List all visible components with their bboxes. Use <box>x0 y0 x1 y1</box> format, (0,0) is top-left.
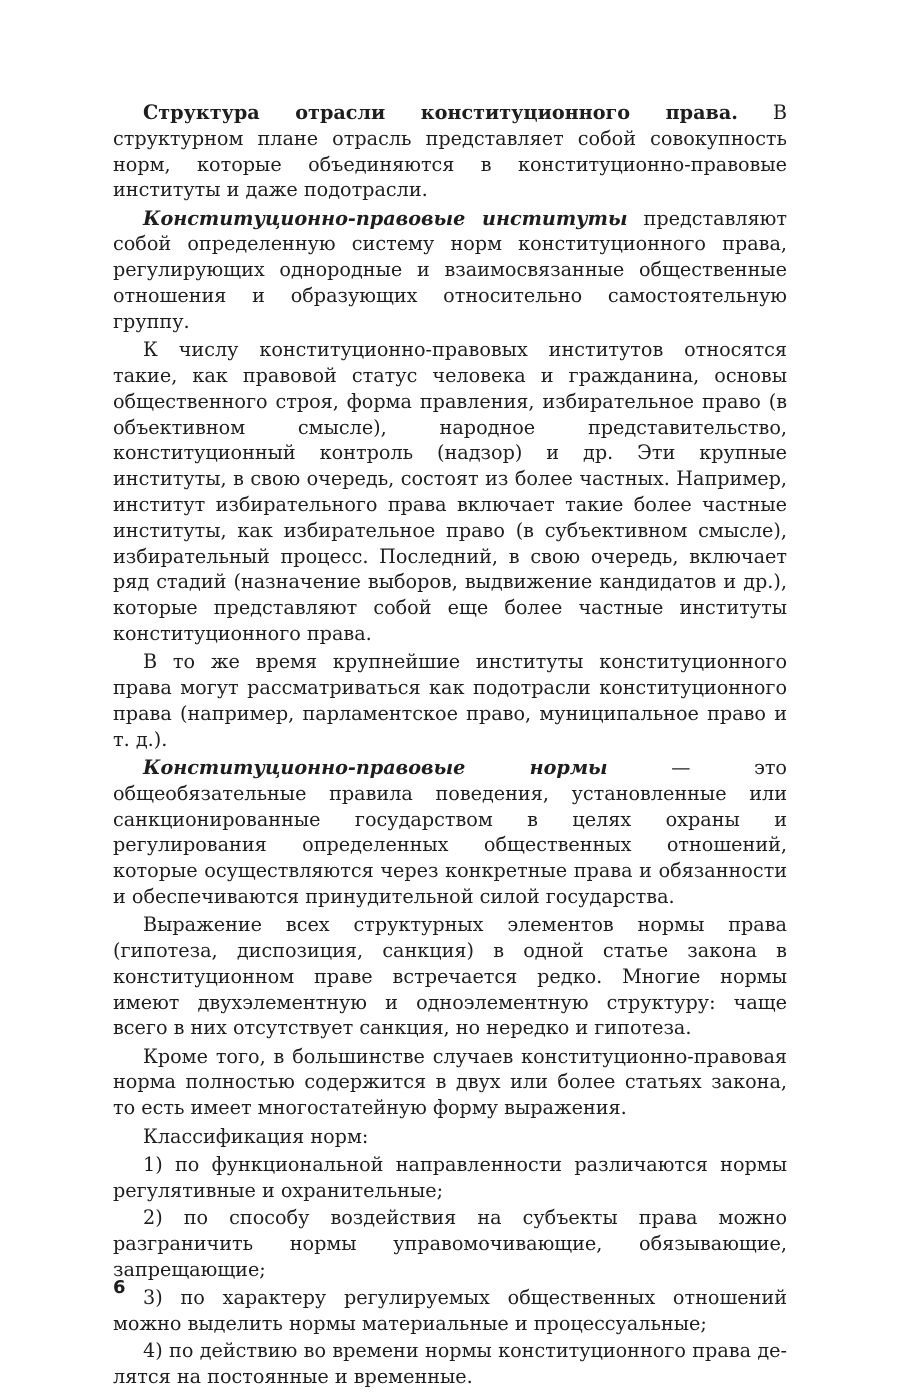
paragraph-heading: Структура отрасли конституционного права. <box>143 101 738 124</box>
paragraph-text: Выражение всех структурных элементов нормы права (гипотеза, диспозиция, санкция) в одной статье закона в конституционном праве встречается редко. Многие нормы имеют двухэлементную и одноэлементную структуру: чаще всего в них отсутствует санкция, но нередко и гипотеза. <box>113 913 787 1040</box>
paragraph-text: К числу конституционно-правовых институтов относятся такие, как правовой статус человека и гражданина, основы общественного строя, форма правления, избирательное право (в объективном смысле), народное представительство, конституционный контроль (надзор) и др. Эти крупные институты, в свою очередь, состоят из более частных. Например, институт избирательного права включает такие более частные институты, как избирательное право (в субъективном смысле), избирательный процесс. Последний, в свою очередь, включает ряд стадий (назначение выборов, выдвижение кандидатов и др.), которые представляют собой еще более частные институты конституционного права. <box>113 338 787 645</box>
paragraph-text: представляют собой определенную систему норм конституционного права, регулирующих однородные и взаимосвязанные общественные отношения и образующих относительно самостоятельную группу. <box>113 206 788 333</box>
paragraph-text: — это общеобязательные правила поведения, установленные или санкционированные государством в целях охраны и регулирования определенных общественных отношений, которые осуществляются через конкретные права и обязанности и обеспечиваются принудительной силой государства. <box>113 755 787 908</box>
paragraph-text: В то же время крупнейшие институты конституционного права могут рассматриваться как подотрасли конституционного права (например, парламентское право, муниципальное право и т. д.). <box>113 650 787 751</box>
paragraph-classification-intro <box>113 1124 787 1150</box>
term-norms: Конституционно-правовые нормы <box>143 755 608 779</box>
paragraph-multi-article <box>113 1044 787 1121</box>
classification-item: 4) по действию во времени нормы конституционного права делятся на постоянные и временные. <box>113 1339 787 1389</box>
paragraph-text: В структурном плане отрасль представляет собой совокупность норм, которые объединяются в конституционно-правовые институты и даже подотрасли. <box>113 101 787 202</box>
classification-item: 1) по функциональной направленности различаются нормы регулятивные и охранительные; <box>113 1152 787 1202</box>
paragraph-text: Классификация норм: <box>143 1124 369 1148</box>
classification-item: 2) по способу воздействия на субъекты права можно разграничить нормы управомочивающие, обязывающие, запрещающие; <box>113 1206 787 1282</box>
paragraph-norm-elements <box>113 912 787 1041</box>
paragraph-institutes-list <box>113 337 787 647</box>
paragraph-text: Кроме того, в большинстве случаев конституционно-правовая норма полностью содержится в двух или более статьях закона, то есть имеет многостатейную форму выражения. <box>113 1044 787 1120</box>
paragraph-norms <box>113 755 787 910</box>
page-number: 6 <box>113 1277 126 1298</box>
paragraph-subbranches <box>113 649 787 752</box>
paragraph-institutes <box>113 206 787 335</box>
term-institutes: Конституционно-правовые институты <box>143 206 628 230</box>
paragraph-structure <box>113 100 787 203</box>
classification-item: 3) по характеру регулируемых общественных отношений можно выделить нормы материальные и процессуальные; <box>113 1285 787 1335</box>
page-body <box>113 100 787 1392</box>
